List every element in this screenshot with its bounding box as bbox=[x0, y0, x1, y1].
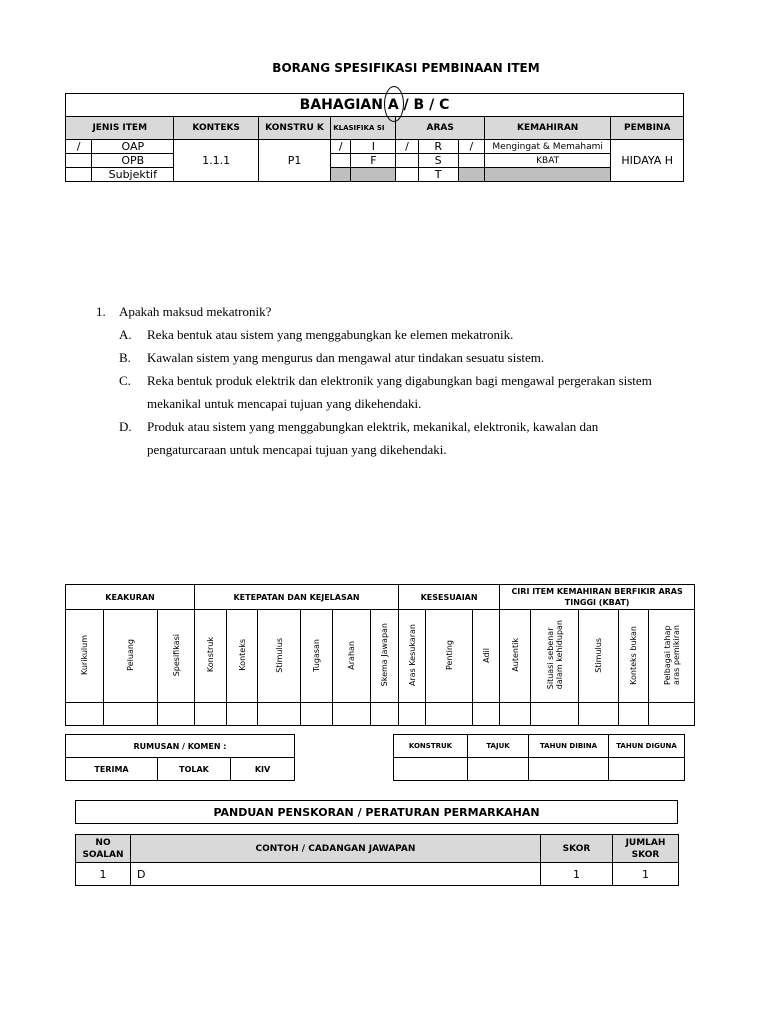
criterion-peluang: Peluang bbox=[104, 610, 158, 703]
group-ciri-kbat: CIRI ITEM KEMAHIRAN BERFIKIR ARAS TINGGI (KBAT) bbox=[500, 585, 695, 610]
criterion-stimulus-kbat: Stimulus bbox=[579, 610, 619, 703]
eval-cell[interactable] bbox=[333, 703, 371, 726]
table-row bbox=[76, 863, 679, 886]
aras-t: T bbox=[418, 168, 458, 182]
jenis-subjektif: Subjektif bbox=[92, 168, 174, 182]
eval-cell[interactable] bbox=[619, 703, 649, 726]
konstruk-value: P1 bbox=[258, 140, 330, 182]
criterion-konteks: Konteks bbox=[227, 610, 258, 703]
jenis-subjektif-tick[interactable] bbox=[66, 168, 92, 182]
meta-tahun-dibina-value[interactable] bbox=[529, 758, 609, 781]
meta-table bbox=[393, 734, 685, 781]
criterion-autentik: Autentik bbox=[500, 610, 531, 703]
eval-cell[interactable] bbox=[371, 703, 399, 726]
option-letter: C. bbox=[119, 373, 131, 388]
meta-tahun-dibina: TAHUN DIBINA bbox=[529, 735, 609, 758]
kemahiran-blank bbox=[484, 168, 611, 182]
group-ketepatan: KETEPATAN DAN KEJELASAN bbox=[195, 585, 399, 610]
aras-r-tick[interactable]: / bbox=[396, 140, 418, 154]
option-text: Reka bentuk atau sistem yang menggabungkan ke elemen mekatronik. bbox=[147, 327, 514, 342]
option-a[interactable] bbox=[119, 323, 676, 346]
criterion-kurikulum: Kurikulum bbox=[66, 610, 104, 703]
aras-s: S bbox=[418, 154, 458, 168]
eval-cell[interactable] bbox=[500, 703, 531, 726]
klasifikasi-i-tick[interactable]: / bbox=[331, 140, 351, 154]
header-skor: SKOR bbox=[541, 835, 613, 863]
eval-cell[interactable] bbox=[399, 703, 426, 726]
eval-cell[interactable] bbox=[227, 703, 258, 726]
header-aras: ARAS bbox=[396, 117, 484, 140]
aras-t-tick[interactable] bbox=[396, 168, 418, 182]
klasifikasi-blank-tick bbox=[331, 168, 351, 182]
group-kesesuaian: KESESUAIAN bbox=[399, 585, 500, 610]
klasifikasi-f-tick[interactable] bbox=[331, 154, 351, 168]
bahagian-label: BAHAGIAN A / B / C bbox=[66, 94, 684, 117]
meta-tahun-diguna-value[interactable] bbox=[609, 758, 685, 781]
meta-tahun-diguna: TAHUN DIGUNA bbox=[609, 735, 685, 758]
eval-cell[interactable] bbox=[158, 703, 195, 726]
option-b[interactable] bbox=[119, 346, 676, 369]
eval-cell[interactable] bbox=[258, 703, 301, 726]
klasifikasi-i: I bbox=[351, 140, 396, 154]
option-letter: B. bbox=[119, 350, 131, 365]
konteks-value: 1.1.1 bbox=[174, 140, 258, 182]
header-pembina: PEMBINA bbox=[611, 117, 684, 140]
meta-tajuk-value[interactable] bbox=[468, 758, 529, 781]
row-no-soalan: 1 bbox=[76, 863, 131, 886]
option-text: Produk atau sistem yang menggabungkan elektrik, mekanikal, elektronik, kawalan dan pengaturcaraan untuk mencapai tujuan yang dikehendaki. bbox=[147, 419, 599, 457]
kemahiran-mengingat: Mengingat & Memahami bbox=[484, 140, 611, 154]
criterion-aras-kesukaran: Aras Kesukaran bbox=[399, 610, 426, 703]
spec-table bbox=[65, 93, 684, 182]
group-keakuran: KEAKURAN bbox=[66, 585, 195, 610]
klasifikasi-f: F bbox=[351, 154, 396, 168]
eval-cell[interactable] bbox=[66, 703, 104, 726]
eval-cell[interactable] bbox=[301, 703, 333, 726]
meta-konstruk: KONSTRUK bbox=[394, 735, 468, 758]
criterion-adil: Adil bbox=[473, 610, 500, 703]
option-letter: D. bbox=[119, 419, 132, 434]
eval-cell[interactable] bbox=[531, 703, 579, 726]
header-jumlah-skor: JUMLAH SKOR bbox=[613, 835, 679, 863]
panduan-table bbox=[75, 834, 679, 886]
criterion-spesifikasi: Spesifikasi bbox=[158, 610, 195, 703]
panduan-title: PANDUAN PENSKORAN / PERATURAN PERMARKAHAN bbox=[75, 800, 678, 824]
kemahiran-2-tick[interactable] bbox=[458, 154, 484, 168]
option-d[interactable] bbox=[119, 415, 676, 461]
header-contoh-jawapan: CONTOH / CADANGAN JAWAPAN bbox=[131, 835, 541, 863]
criterion-skema-jawapan: Skema Jawapan bbox=[371, 610, 399, 703]
eval-cell[interactable] bbox=[104, 703, 158, 726]
criterion-situasi-sebenar: Situasi sebenar dalam kehidupan bbox=[531, 610, 579, 703]
question-block bbox=[96, 300, 676, 461]
criterion-arahan: Arahan bbox=[333, 610, 371, 703]
question-number: 1. bbox=[96, 304, 106, 319]
rumusan-title: RUMUSAN / KOMEN : bbox=[66, 735, 295, 758]
selection-circle bbox=[384, 86, 404, 122]
evaluation-table bbox=[65, 584, 695, 726]
meta-tajuk: TAJUK bbox=[468, 735, 529, 758]
criterion-pelbagai-tahap: Pelbagai tahap aras pemikiran bbox=[649, 610, 695, 703]
kemahiran-kbat: KBAT bbox=[484, 154, 611, 168]
question-stem-row bbox=[96, 300, 676, 323]
aras-r: R bbox=[418, 140, 458, 154]
row-jawapan: D bbox=[131, 863, 541, 886]
terima-option[interactable]: TERIMA bbox=[66, 758, 158, 781]
row-jumlah-skor: 1 bbox=[613, 863, 679, 886]
tolak-option[interactable]: TOLAK bbox=[158, 758, 231, 781]
form-title: BORANG SPESIFIKASI PEMBINAAN ITEM bbox=[272, 61, 540, 75]
meta-konstruk-value[interactable] bbox=[394, 758, 468, 781]
option-text: Kawalan sistem yang mengurus dan mengawal atur tindakan sesuatu sistem. bbox=[147, 350, 545, 365]
eval-cell[interactable] bbox=[473, 703, 500, 726]
jenis-oap-tick[interactable]: / bbox=[66, 140, 92, 154]
criterion-tugasan: Tugasan bbox=[301, 610, 333, 703]
option-letter: A. bbox=[119, 327, 132, 342]
row-skor: 1 bbox=[541, 863, 613, 886]
question-stem: Apakah maksud mekatronik? bbox=[119, 304, 272, 319]
header-konteks: KONTEKS bbox=[174, 117, 258, 140]
aras-s-tick[interactable] bbox=[396, 154, 418, 168]
jenis-opb-tick[interactable] bbox=[66, 154, 92, 168]
pembina-value: HIDAYA H bbox=[611, 140, 684, 182]
criterion-konteks-bukan: Konteks bukan bbox=[619, 610, 649, 703]
header-jenis-item: JENIS ITEM bbox=[66, 117, 174, 140]
eval-cell[interactable] bbox=[195, 703, 227, 726]
klasifikasi-blank bbox=[351, 168, 396, 182]
kemahiran-1-tick[interactable]: / bbox=[458, 140, 484, 154]
rumusan-table bbox=[65, 734, 295, 781]
criterion-penting: Penting bbox=[426, 610, 473, 703]
jenis-opb: OPB bbox=[92, 154, 174, 168]
option-c[interactable] bbox=[119, 369, 676, 415]
header-konstruk: KONSTRU K bbox=[258, 117, 330, 140]
header-no-soalan: NO SOALAN bbox=[76, 835, 131, 863]
jenis-oap: OAP bbox=[92, 140, 174, 154]
kemahiran-blank-tick bbox=[458, 168, 484, 182]
kiv-option[interactable]: KIV bbox=[231, 758, 295, 781]
criterion-konstruk: Konstruk bbox=[195, 610, 227, 703]
eval-cell[interactable] bbox=[426, 703, 473, 726]
eval-cell[interactable] bbox=[579, 703, 619, 726]
option-text: Reka bentuk produk elektrik dan elektronik yang digabungkan bagi mengawal pergerakan sistem mekanikal untuk mencapai tujuan yang dikehendaki. bbox=[147, 373, 652, 411]
criterion-stimulus: Stimulus bbox=[258, 610, 301, 703]
eval-cell[interactable] bbox=[649, 703, 695, 726]
header-kemahiran: KEMAHIRAN bbox=[484, 117, 611, 140]
header-klasifikasi: KLASIFIKA SI bbox=[331, 117, 396, 140]
